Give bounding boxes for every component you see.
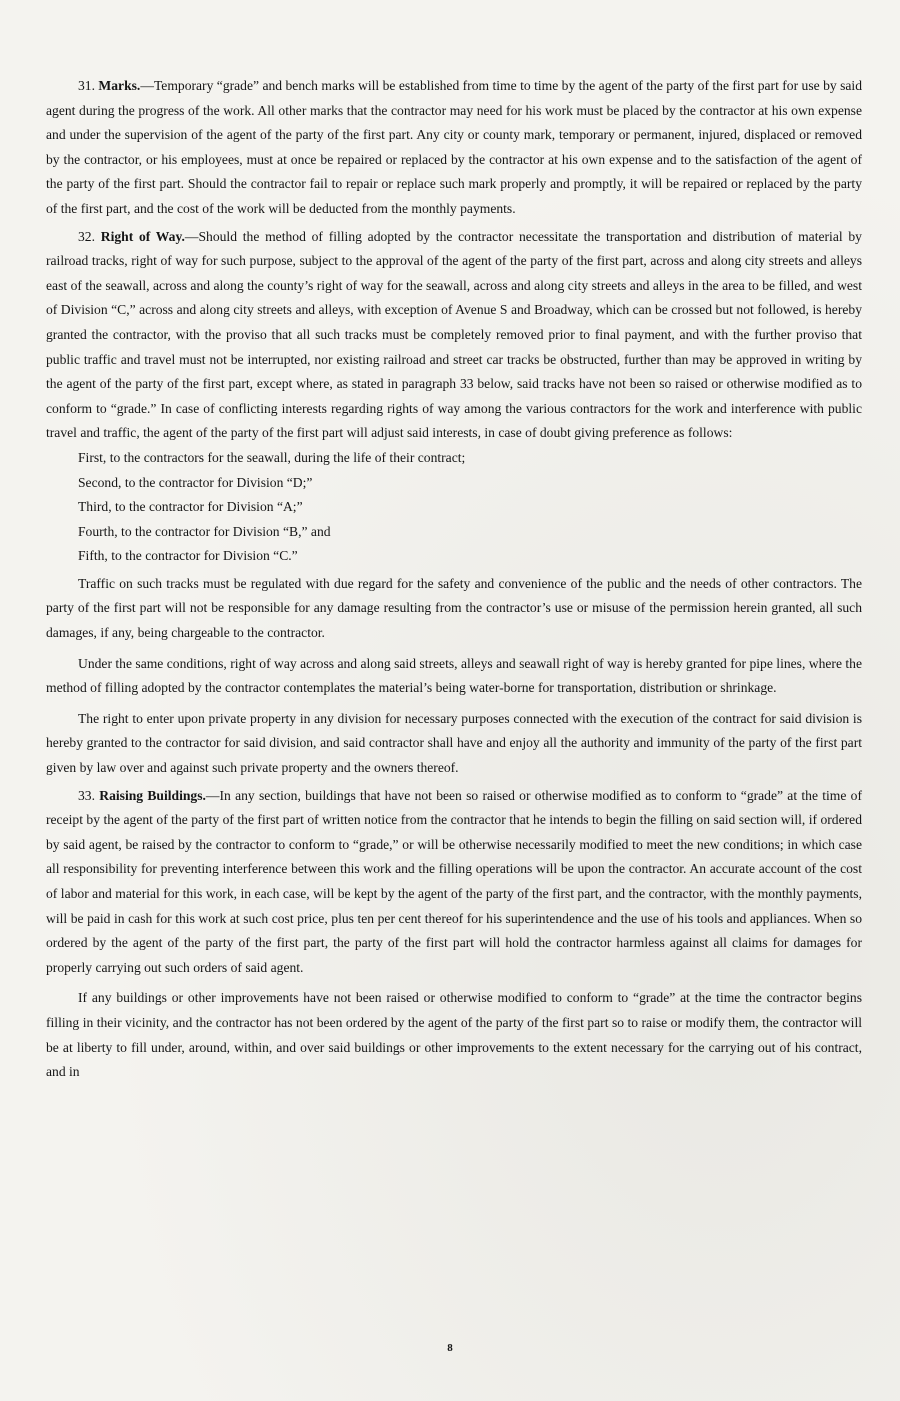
preference-item: First, to the contractors for the seawall, during the life of their contract;	[78, 449, 466, 465]
preference-item: Fifth, to the contractor for Division “C.”	[78, 548, 298, 564]
section-32-heading: Right of Way.	[100, 228, 185, 244]
section-31-number: 31.	[78, 78, 95, 93]
section-32-text: —Should the method of filling adopted by the contractor necessitate the transportation and distribution of material by railroad tracks, right of way for such purpose, subject to the approval of the agent of the party of the first part, across and along city streets and alleys east of the seawall, across and along the county’s right of way for the seawall, across and along city streets and alleys in the area to be filled, and west of Division “C,” across and along city streets and alleys, with exception of Avenue S and Broadway, which can be crossed but not followed, is hereby granted the contractor, with the proviso that all such tracks must be completely removed prior to final payment, and with the further proviso that public traffic and travel must not be interrupted, nor existing railroad and street car tracks be obstructed, further than may be approved in writing by the agent of the party of the first part, except where, as stated in paragraph 33 below, said tracks have not been so raised or otherwise modified as to conform to “grade.” In case of conflicting interests regarding rights of way among the various contractors for the work and interference with public travel and traffic, the agent of the party of the first part will adjust said interests, in case of doubt giving preference as follows:	[46, 228, 862, 441]
preference-list	[46, 446, 862, 569]
private-property-paragraph: The right to enter upon private property in any division for necessary purposes connected with the execution of the contract for said division is hereby granted to the contractor for said division, and said contractor shall have and enjoy all the authority and immunity of the party of the first part given by law over and against such private property and the owners thereof.	[46, 710, 862, 776]
preference-item: Fourth, to the contractor for Division “B,” and	[78, 523, 331, 539]
section-33-number: 33.	[78, 787, 95, 803]
traffic-paragraph: Traffic on such tracks must be regulated with due regard for the safety and convenience of the public and the needs of other contractors. The party of the first part will not be responsible for any damage resulting from the contractor’s use or misuse of the permission herein granted, all such damages, if any, being chargeable to the contractor.	[46, 575, 862, 641]
section-33-text: —In any section, buildings that have not been so raised or otherwise modified as to conform to “grade” at the time of receipt by the agent of the party of the first part of written notice from the contractor that he intends to begin the filling on said section will, if ordered by said agent, be raised by the contractor to conform to “grade,” or will be otherwise necessarily modified to meet the new conditions; in which case all responsibility for preventing interference between this work and the filling operations will be upon the contractor. An accurate account of the cost of labor and material for this work, in each case, will be kept by the agent of the party of the first part, and the contractor, with the monthly payments, will be paid in cash for this work at such cost price, plus ten per cent thereof for his superintendence and the use of his tools and appliances. When so ordered by the agent of the party of the first part, the party of the first part will hold the contractor harmless against all claims for damages for properly carrying out such orders of said agent.	[46, 787, 862, 975]
page-number: 8	[447, 1342, 453, 1354]
unraised-buildings-paragraph: If any buildings or other improvements have not been raised or otherwise modified to conform to “grade” at the time the contractor begins filling in their vicinity, and the contractor has not been ordered by the agent of the party of the first part so to raise or modify them, the contractor will be at liberty to fill under, around, within, and over said buildings or other improvements to the extent necessary for the carrying out of his contract, and in	[46, 990, 862, 1080]
preference-item: Second, to the contractor for Division “D;”	[78, 474, 313, 490]
pipe-lines-paragraph: Under the same conditions, right of way across and along said streets, alleys and seawall right of way is hereby granted for pipe lines, where the method of filling adopted by the contractor contemplates the material’s being water-borne for transportation, distribution or shrinkage.	[46, 655, 862, 696]
section-32-number: 32.	[78, 228, 95, 244]
section-33-paragraph	[46, 784, 862, 981]
preference-item: Third, to the contractor for Division “A;”	[78, 499, 303, 515]
section-31-paragraph	[46, 74, 862, 222]
section-33-heading: Raising Buildings.	[99, 787, 206, 803]
section-31-text: —Temporary “grade” and bench marks will be established from time to time by the agent of the party of the first part for use by said agent during the progress of the work. All other marks that the contractor may need for his work must be placed by the contractor at his own expense and under the supervision of the agent of the party of the first part. Any city or county mark, temporary or permanent, injured, displaced or removed by the contractor, or his employees, must at once be repaired or replaced by the contractor at his own expense and to the satisfaction of the agent of the party of the first part. Should the contractor fail to repair or replace such mark properly and promptly, it will be repaired or replaced by the party of the first part, and the cost of the work will be deducted from the monthly payments.	[46, 78, 862, 216]
section-31-heading: Marks.	[98, 78, 141, 93]
section-32-paragraph	[46, 225, 862, 446]
